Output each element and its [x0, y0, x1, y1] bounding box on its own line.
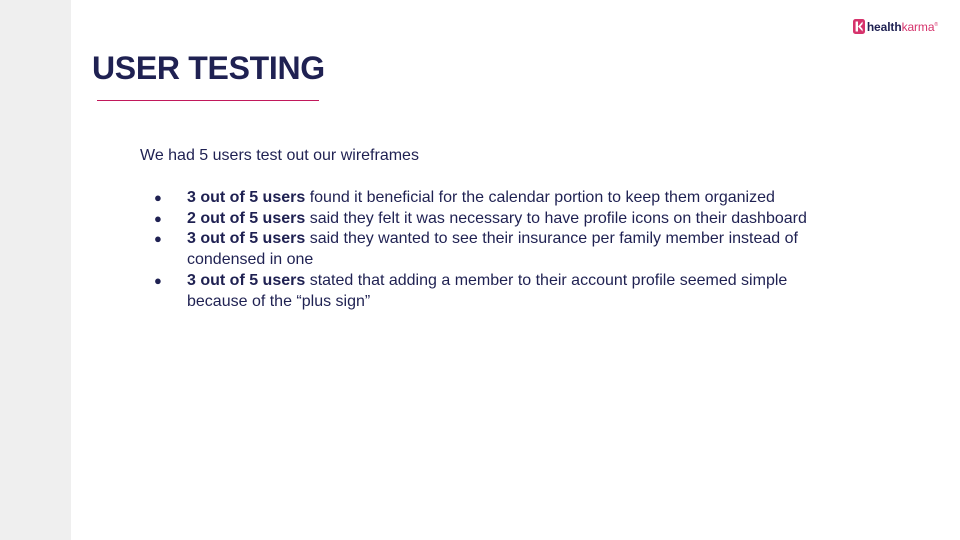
findings-list [140, 188, 820, 313]
healthkarma-logo [853, 19, 938, 34]
slide-title: USER TESTING [92, 50, 325, 86]
finding-item [140, 209, 820, 230]
healthkarma-logo-icon [853, 19, 865, 34]
logo-text-health: health [866, 19, 902, 34]
finding-count: 3 out of 5 users [187, 271, 306, 289]
bullet-icon: ● [154, 231, 162, 247]
finding-item [140, 188, 820, 209]
finding-count: 3 out of 5 users [187, 230, 306, 248]
logo-text-karma: karma [901, 19, 935, 34]
finding-item [140, 229, 820, 271]
finding-text: said they wanted to see their insurance per family member instead of condensed in one [187, 230, 798, 269]
finding-text: said they felt it was necessary to have profile icons on their dashboard [305, 209, 807, 227]
finding-item [140, 271, 820, 313]
finding-count: 2 out of 5 users [187, 209, 306, 227]
side-band [0, 0, 71, 540]
slide-body [140, 146, 820, 313]
logo-trademark: ® [934, 21, 938, 28]
bullet-icon: ● [154, 210, 162, 226]
bullet-icon: ● [154, 189, 162, 205]
finding-text: stated that adding a member to their account profile seemed simple because of the “plus sign” [187, 271, 788, 310]
intro-text: We had 5 users test out our wireframes [140, 147, 419, 164]
finding-text: found it beneficial for the calendar portion to keep them organized [305, 188, 775, 206]
logo-wordmark [867, 21, 938, 33]
finding-count: 3 out of 5 users [187, 188, 306, 206]
bullet-icon: ● [154, 272, 162, 288]
title-underline [97, 100, 319, 101]
